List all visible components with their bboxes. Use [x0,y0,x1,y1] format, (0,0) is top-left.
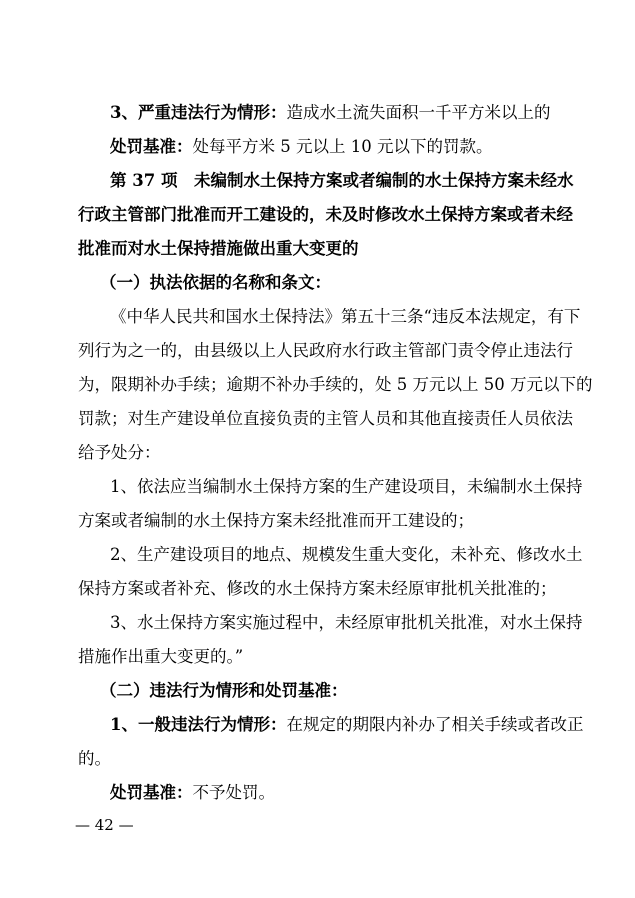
text-line [78,511,558,531]
text-line [78,341,573,361]
bold-text: （二）违法行为情形和处罚基准： [100,681,348,700]
bold-text: 处罚基准： [110,137,193,156]
article-heading [78,239,558,259]
text-line [78,647,558,667]
text-line [78,409,573,429]
article-heading [110,171,574,191]
plain-text: 为，限期补办手续；逾期不补办手续的，处 5 万元以上 50 万元以下的 [78,375,593,394]
plain-text: 罚款；对生产建设单位直接负责的主管人员和其他直接责任人员依法 [78,409,573,428]
text-line [110,477,583,497]
text-line [110,715,584,735]
bold-text: 处罚基准： [110,783,193,802]
plain-text: 的。 [78,749,111,768]
page-number: — 42 — [75,816,134,834]
plain-text: 处每平方米 5 元以上 10 元以下的罚款。 [192,137,493,156]
bold-text: （一）执法依据的名称和条文： [100,273,331,292]
plain-text: 不予处罚。 [192,783,275,802]
text-line [78,443,558,463]
plain-text: 1、依法应当编制水土保持方案的生产建设项目，未编制水土保持 [110,477,583,496]
bold-text: 批准而对水土保持措施做出重大变更的 [78,239,359,258]
bold-text: 3、严重违法行为情形： [110,103,287,122]
bold-text: 第 37 项 未编制水土保持方案或者编制的水土保持方案未经水 [110,171,574,190]
plain-text: 在规定的期限内补办了相关手续或者改正 [286,715,584,734]
text-line [110,545,583,565]
text-line [110,613,583,633]
bold-text: 1、一般违法行为情形： [110,715,287,734]
text-line [110,307,581,327]
text-line [110,783,558,803]
text-line [78,749,558,769]
plain-text: 措施作出重大变更的。” [78,647,244,666]
article-heading [78,205,573,225]
plain-text: 给予处分： [78,443,161,462]
plain-text: 造成水土流失面积一千平方米以上的 [286,103,551,122]
text-line [78,375,593,395]
bold-text: 行政主管部门批准而开工建设的，未及时修改水土保持方案或者未经 [78,205,573,224]
text-line [110,137,558,157]
plain-text: 《中华人民共和国水土保持法》第五十三条“违反本法规定，有下 [110,307,581,326]
text-line [110,103,558,123]
plain-text: 列行为之一的，由县级以上人民政府水行政主管部门责令停止违法行 [78,341,573,360]
plain-text: 2、生产建设项目的地点、规模发生重大变化，未补充、修改水土 [110,545,583,564]
plain-text: 方案或者编制的水土保持方案未经批准而开工建设的； [78,511,474,530]
text-line [78,579,558,599]
plain-text: 保持方案或者补充、修改的水土保持方案未经原审批机关批准的； [78,579,557,598]
section-heading [100,681,580,701]
section-heading [100,273,580,293]
plain-text: 3、水土保持方案实施过程中，未经原审批机关批准，对水土保持 [110,613,583,632]
